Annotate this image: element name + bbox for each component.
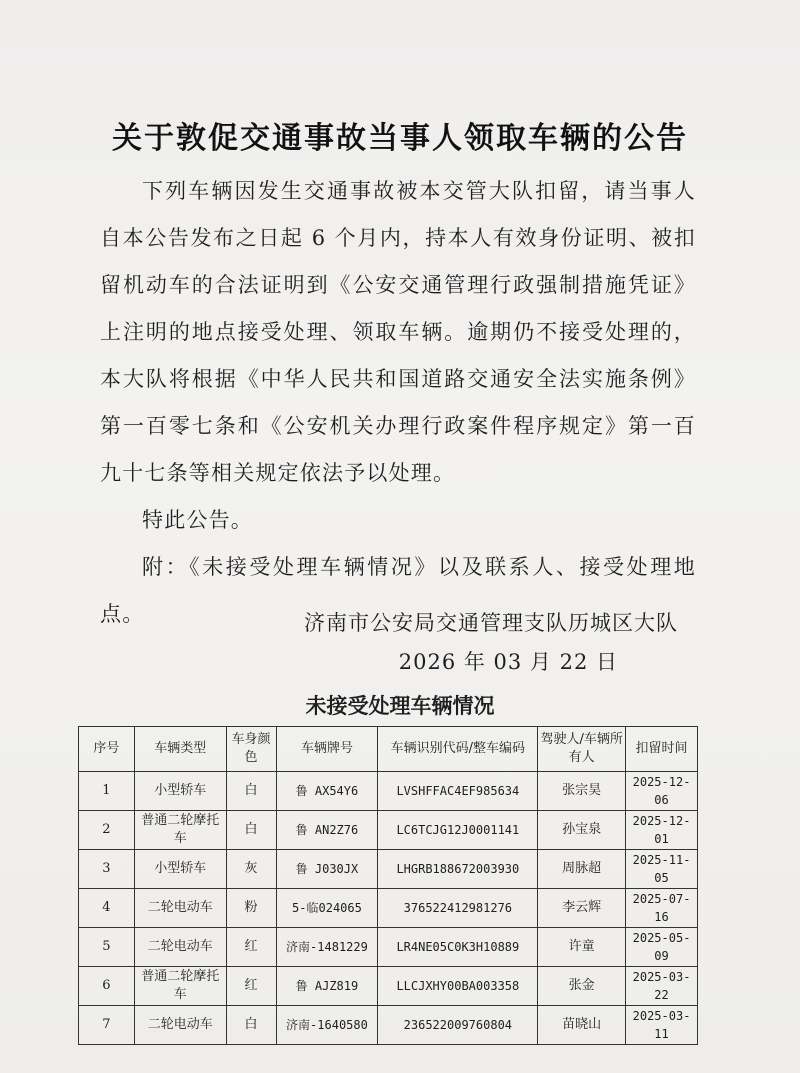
table-row <box>79 889 698 928</box>
table-row <box>79 967 698 1006</box>
cell-date: 2025-03-22 <box>626 967 698 1006</box>
cell-date: 2025-12-06 <box>626 772 698 811</box>
cell-vin: LHGRB188672003930 <box>378 850 538 889</box>
cell-color: 粉 <box>226 889 276 928</box>
cell-date: 2025-11-05 <box>626 850 698 889</box>
cell-index: 1 <box>79 772 135 811</box>
cell-type: 小型轿车 <box>134 850 226 889</box>
cell-date: 2025-07-16 <box>626 889 698 928</box>
cell-color: 白 <box>226 1006 276 1045</box>
cell-type: 普通二轮摩托车 <box>134 967 226 1006</box>
cell-plate: 鲁 AX54Y6 <box>276 772 378 811</box>
notice-signature: 济南市公安局交通管理支队历城区大队 <box>304 611 678 635</box>
header-color: 车身颜色 <box>226 727 276 772</box>
cell-index: 4 <box>79 889 135 928</box>
vehicle-table <box>78 726 698 1045</box>
cell-index: 2 <box>79 811 135 850</box>
cell-color: 白 <box>226 811 276 850</box>
notice-title: 关于敦促交通事故当事人领取车辆的公告 <box>112 121 688 156</box>
table-title: 未接受处理车辆情况 <box>305 694 495 718</box>
cell-color: 白 <box>226 772 276 811</box>
cell-type: 二轮电动车 <box>134 1006 226 1045</box>
cell-color: 灰 <box>226 850 276 889</box>
notice-body <box>100 168 696 638</box>
cell-color: 红 <box>226 967 276 1006</box>
header-date: 扣留时间 <box>626 727 698 772</box>
cell-date: 2025-12-01 <box>626 811 698 850</box>
notice-attachment: 附：《未接受处理车辆情况》以及联系人、接受处理地点。 <box>100 555 696 626</box>
cell-plate: 鲁 AN2Z76 <box>276 811 378 850</box>
header-vehicle-type: 车辆类型 <box>134 727 226 772</box>
cell-type: 普通二轮摩托车 <box>134 811 226 850</box>
header-index: 序号 <box>79 727 135 772</box>
cell-index: 5 <box>79 928 135 967</box>
table-row <box>79 928 698 967</box>
notice-closing: 特此公告。 <box>142 508 253 532</box>
cell-plate: 济南-1481229 <box>276 928 378 967</box>
notice-date: 2026 年 03 月 22 日 <box>398 650 618 674</box>
cell-index: 7 <box>79 1006 135 1045</box>
cell-plate: 5-临024065 <box>276 889 378 928</box>
cell-color: 红 <box>226 928 276 967</box>
cell-plate: 济南-1640580 <box>276 1006 378 1045</box>
cell-owner: 李云辉 <box>538 889 626 928</box>
cell-vin: LLCJXHY00BA003358 <box>378 967 538 1006</box>
cell-vin: 236522009760804 <box>378 1006 538 1045</box>
cell-date: 2025-03-11 <box>626 1006 698 1045</box>
cell-index: 6 <box>79 967 135 1006</box>
cell-owner: 孙宝泉 <box>538 811 626 850</box>
cell-date: 2025-05-09 <box>626 928 698 967</box>
header-vin: 车辆识别代码/整车编码 <box>378 727 538 772</box>
table-row <box>79 1006 698 1045</box>
cell-vin: LVSHFFAC4EF985634 <box>378 772 538 811</box>
cell-owner: 张宗昊 <box>538 772 626 811</box>
cell-plate: 鲁 AJZ819 <box>276 967 378 1006</box>
table-row <box>79 772 698 811</box>
notice-paragraph: 下列车辆因发生交通事故被本交管大队扣留，请当事人自本公告发布之日起 6 个月内，持本人有效身份证明、被扣留机动车的合法证明到《公安交通管理行政强制措施凭证》上注明的地点接受处理、领取车辆。逾期仍不接受处理的，本大队将根据《中华人民共和国道路交通安全法实施条例》第一百零七条和《公安机关办理行政案件程序规定》第一百九十七条等相关规定依法予以处理。 <box>100 179 696 485</box>
cell-index: 3 <box>79 850 135 889</box>
cell-vin: LR4NE05C0K3H10889 <box>378 928 538 967</box>
header-owner: 驾驶人/车辆所有人 <box>538 727 626 772</box>
cell-type: 二轮电动车 <box>134 889 226 928</box>
cell-type: 二轮电动车 <box>134 928 226 967</box>
cell-owner: 苗晓山 <box>538 1006 626 1045</box>
cell-plate: 鲁 J030JX <box>276 850 378 889</box>
table-header-row <box>79 727 698 772</box>
table-row <box>79 850 698 889</box>
table-row <box>79 811 698 850</box>
cell-owner: 许童 <box>538 928 626 967</box>
header-plate: 车辆牌号 <box>276 727 378 772</box>
cell-vin: LC6TCJG12J0001141 <box>378 811 538 850</box>
cell-vin: 376522412981276 <box>378 889 538 928</box>
cell-type: 小型轿车 <box>134 772 226 811</box>
cell-owner: 周脉超 <box>538 850 626 889</box>
cell-owner: 张金 <box>538 967 626 1006</box>
